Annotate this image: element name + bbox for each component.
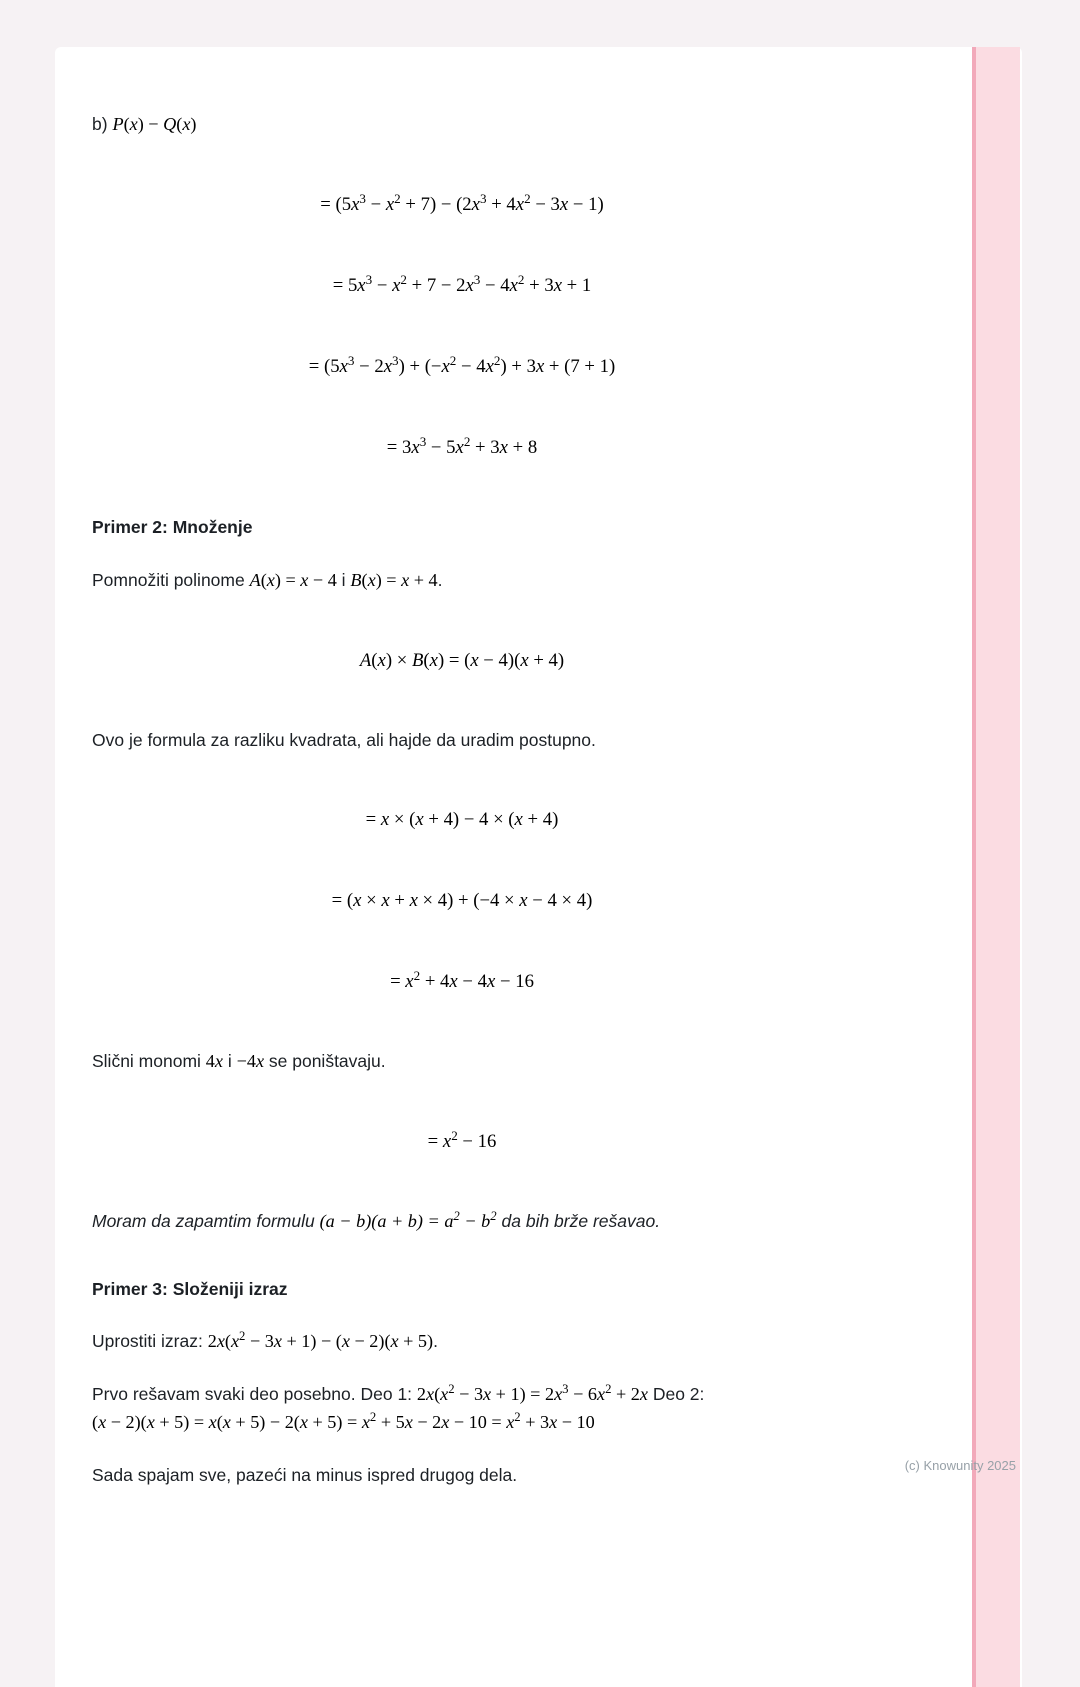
inline-math: 4x: [205, 1051, 223, 1072]
paragraph: [92, 1048, 912, 1075]
text-run: da bih brže rešavao.: [496, 1211, 661, 1232]
inline-math: $2x(x^2 - 3x + 1) - (x - 2)(x + 5)$: [207, 1328, 434, 1351]
equation-text: = $(5x^3 - 2x^3) + (-x^2 - 4x^2) + 3x + (7 + 1)$: [308, 353, 616, 378]
paragraph: [92, 111, 912, 138]
equation-text: = $5x^3 - x^2 + 7 - 2x^3 - 4x^2 + 3x + 1$: [332, 272, 592, 297]
section-heading: Primer 3: Složeniji izraz: [92, 1278, 288, 1299]
inline-math: A(x) = x − 4: [249, 569, 337, 590]
equation-text: = $x^2 - 16$: [427, 1128, 497, 1153]
copyright-footer: (c) Knowunity 2025: [904, 1458, 1016, 1473]
display-equation: [92, 886, 832, 915]
inline-math: P(x) − Q(x): [112, 114, 197, 134]
equation-text: A(x) × B(x) = (x − 4)(x + 4): [359, 649, 565, 671]
inline-math: $(x - 2)(x + 5) = x(x + 5) - 2(x + 5) = x^2 + 5x - 2x - 10 = x^2 + 3x - 10$: [92, 1409, 595, 1432]
text-run: Ovo je formula za razliku kvadrata, ali hajde da uradim postupno.: [92, 729, 596, 750]
equation-text: = $x^2 + 4x - 4x - 16$: [390, 967, 534, 993]
text-run: i: [336, 569, 351, 590]
display-equation: [92, 1127, 832, 1156]
display-equation: [92, 433, 832, 462]
text-run: .: [437, 569, 443, 590]
display-equation: [92, 646, 832, 675]
text-run: i: [222, 1051, 237, 1072]
text-run: b): [92, 114, 113, 134]
display-equation: [92, 352, 832, 381]
inline-math: $(a - b)(a + b) = a^2 - b^2$: [319, 1209, 497, 1232]
equation-text: = (x × x + x × 4) + (−4 × x − 4 × 4): [331, 890, 593, 912]
display-equation: [92, 190, 832, 219]
paragraph: [92, 1381, 912, 1436]
paragraph: [92, 1462, 912, 1488]
equation-text: = x × (x + 4) − 4 × (x + 4): [365, 809, 559, 831]
paragraph: [92, 1328, 912, 1355]
inline-math: $2x(x^2 - 3x + 1) = 2x^3 - 6x^2 + 2x$: [416, 1382, 648, 1405]
text-run: Moram da zapamtim formulu: [92, 1211, 320, 1232]
document-blocks: [55, 47, 1022, 1488]
paragraph: [92, 1208, 912, 1235]
text-run: Prvo rešavam svaki deo posebno. Deo 1:: [92, 1384, 417, 1405]
text-run: Sada spajam sve, pazeći na minus ispred drugog dela.: [92, 1464, 518, 1485]
inline-math: B(x) = x + 4: [350, 569, 438, 590]
equation-text: = $(5x^3 - x^2 + 7) - (2x^3 + 4x^2 - 3x - 1)$: [320, 191, 604, 216]
paragraph: [92, 567, 912, 594]
text-run: Pomnožiti polinome: [92, 569, 250, 590]
text-run: Deo 2:: [647, 1384, 705, 1405]
display-equation: [92, 805, 832, 834]
text-run: se poništavaju.: [264, 1051, 386, 1072]
equation-text: = $3x^3 - 5x^2 + 3x + 8$: [386, 434, 538, 459]
display-equation: [92, 967, 832, 996]
paragraph: [92, 727, 912, 753]
text-run: Uprostiti izraz:: [92, 1330, 208, 1351]
text-run: Slični monomi: [92, 1051, 206, 1072]
inline-math: −4x: [236, 1051, 265, 1072]
display-equation: [92, 271, 832, 300]
text-run: .: [433, 1330, 438, 1351]
section-heading: Primer 2: Množenje: [92, 517, 253, 538]
document-page: [55, 47, 1022, 1687]
